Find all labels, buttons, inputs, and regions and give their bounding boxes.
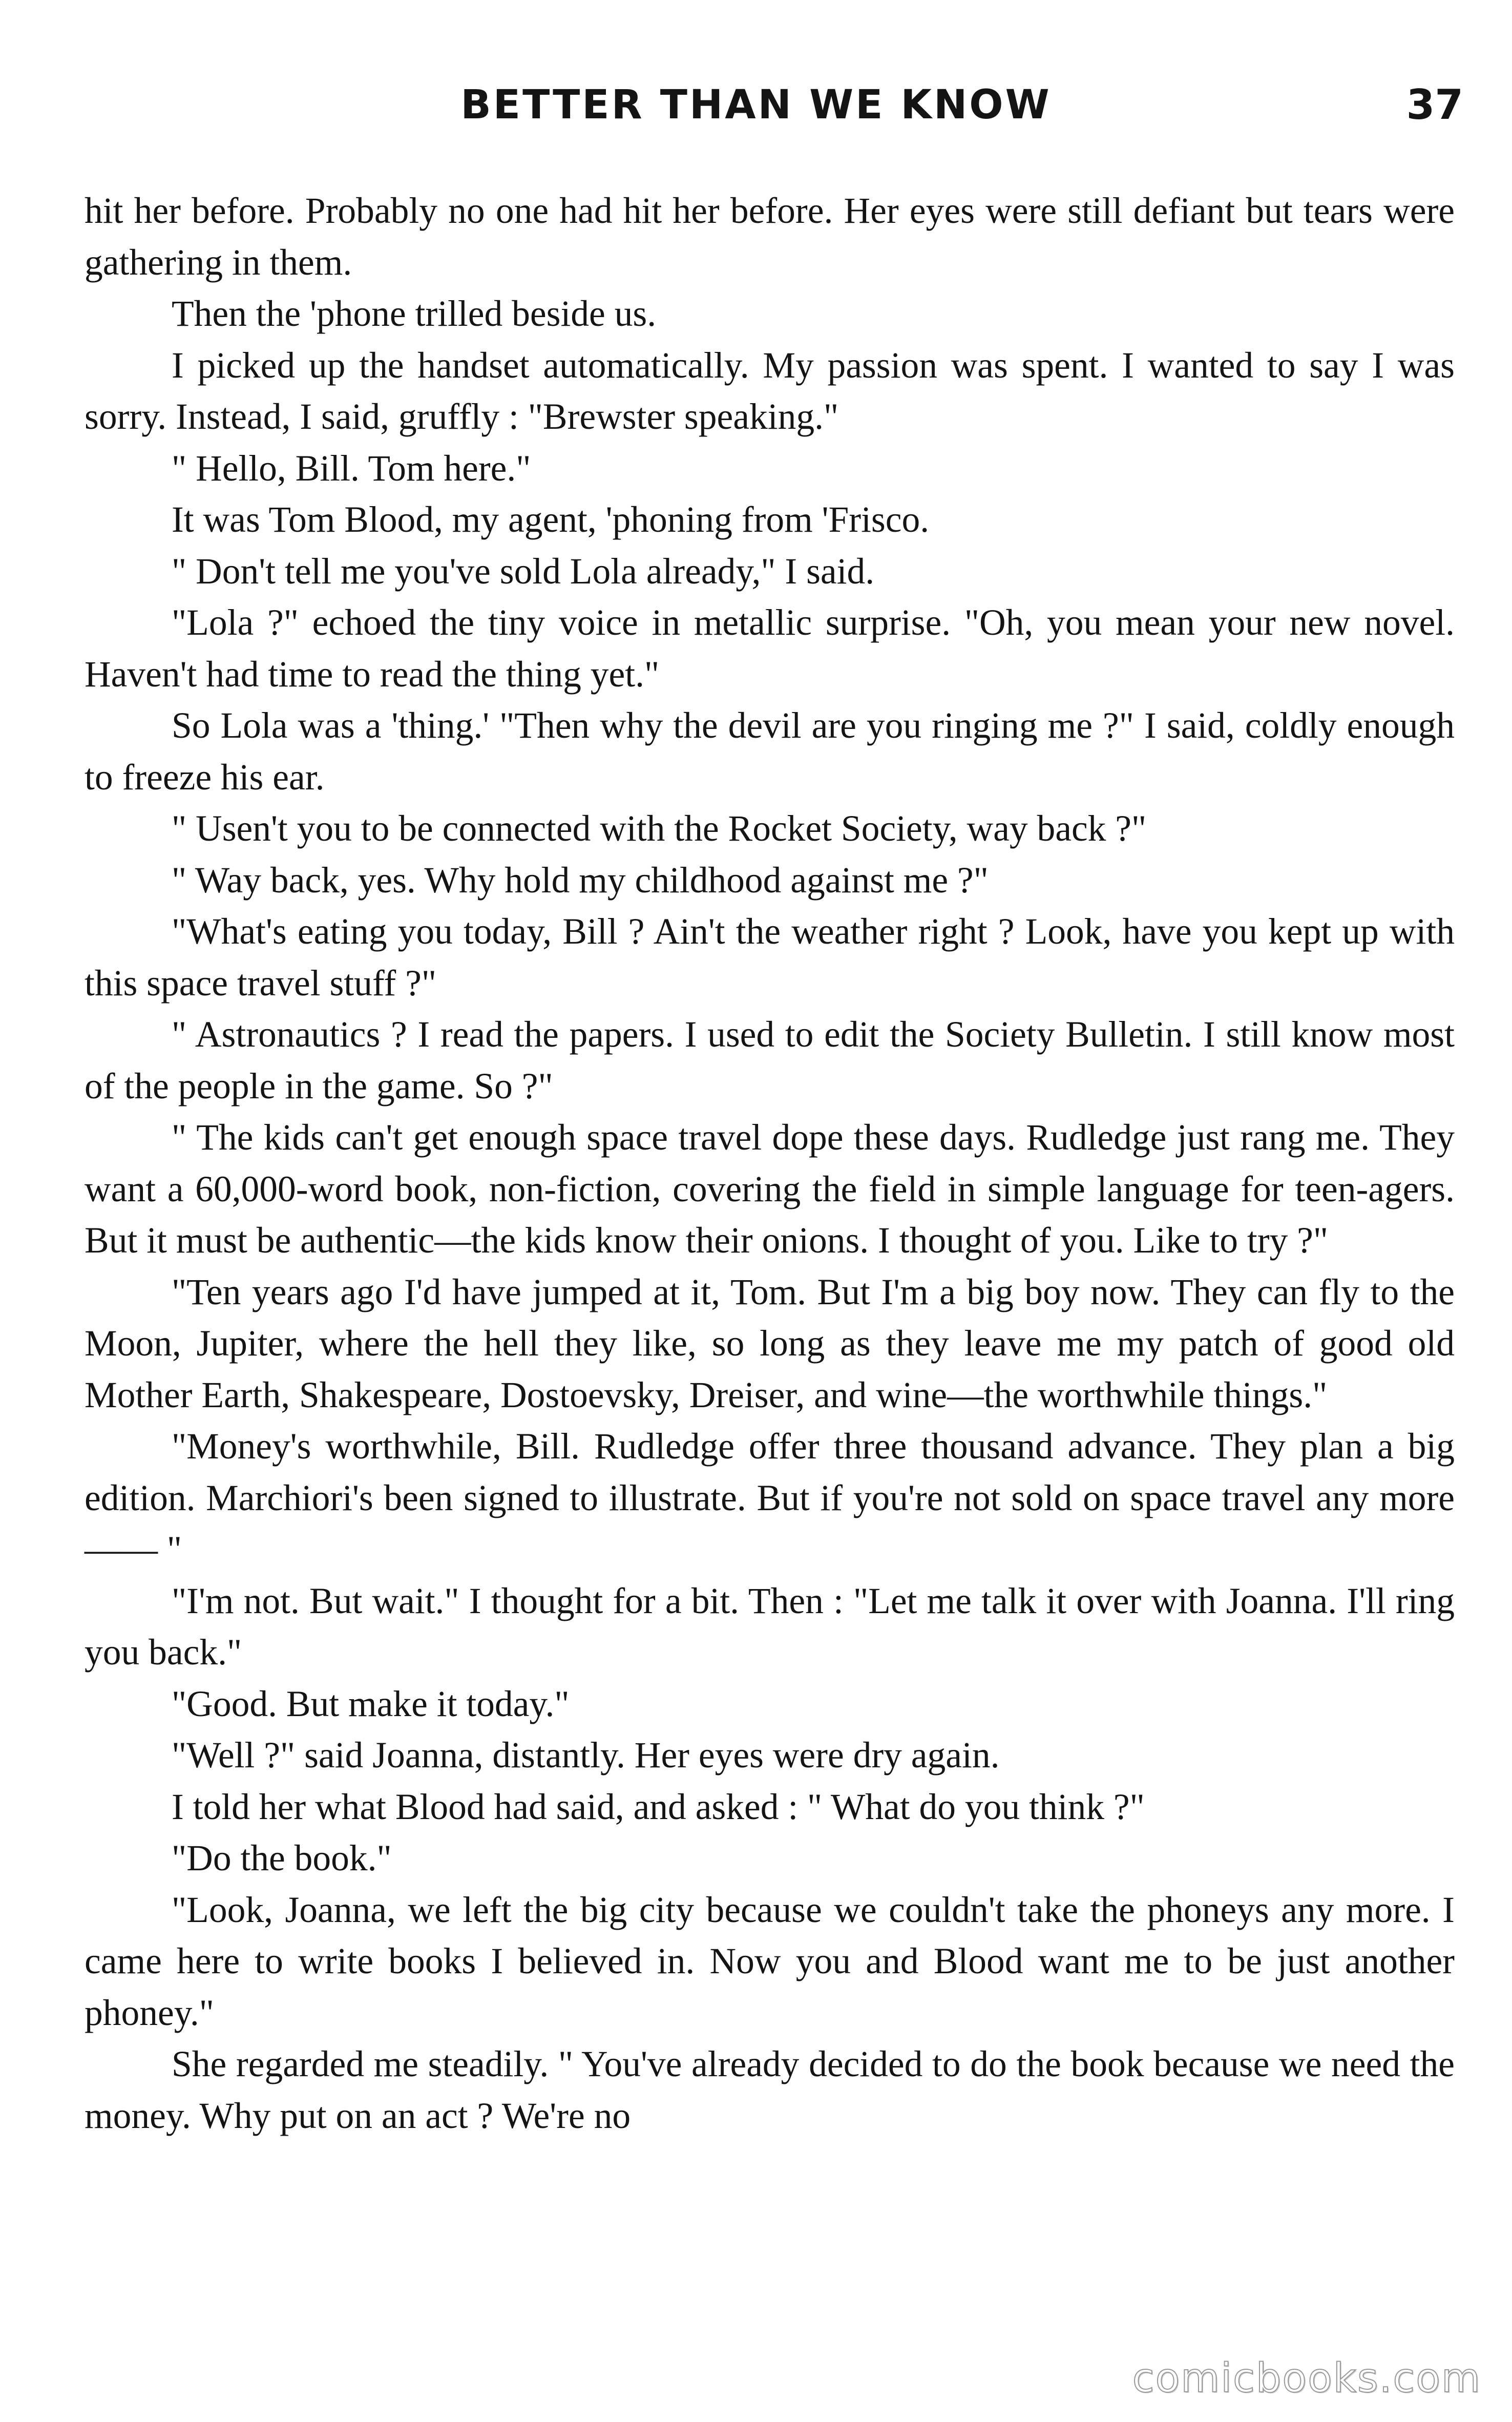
paragraph: " Way back, yes. Why hold my childhood against me ?" [172,860,989,901]
paragraph: She regarded me steadily. " You've already decided to do the book because we need the money. Why put on an act ? We're no [85,2044,1455,2136]
running-title: BETTER THAN WE KNOW [460,82,1052,128]
paragraph: hit her before. Probably no one had hit her before. Her eyes were still defiant but tears were gathering in them. [85,191,1455,283]
paragraph: Then the 'phone trilled beside us. [172,294,657,334]
page-number: 37 [1406,81,1463,129]
paragraph: "Money's worthwhile, Bill. Rudledge offer three thousand advance. They plan a big edition. Marchiori's been signed to illustrate. But if you're not sold on space travel any more—— " [85,1426,1455,1570]
paragraph: "Ten years ago I'd have jumped at it, Tom. But I'm a big boy now. They can fly to the Moon, Jupiter, where the hell they like, so long as they leave me my patch of good old Mother Earth, Shakespeare, Dostoevsky, Dreiser, and wine—the worthwhile things." [85,1271,1455,1415]
paragraph: "Lola ?" echoed the tiny voice in metallic surprise. "Oh, you mean your new novel. Haven't had time to read the thing yet." [85,602,1455,695]
watermark: comicbooks.com [1132,2355,1481,2402]
paragraph: "I'm not. But wait." I thought for a bit. Then : "Let me talk it over with Joanna. I'll ring you back." [85,1580,1455,1673]
body-text [85,185,1455,2142]
paragraph: "Look, Joanna, we left the big city because we couldn't take the phoneys any more. I came here to write books I believed in. Now you and Blood want me to be just another phoney." [85,1889,1455,2033]
paragraph: " Hello, Bill. Tom here." [172,448,531,489]
paragraph: " Usen't you to be connected with the Rocket Society, way back ?" [172,808,1147,849]
paragraph: " Astronautics ? I read the papers. I used to edit the Society Bulletin. I still know most of the people in the game. So ?" [85,1014,1455,1106]
running-head [0,77,1512,133]
paragraph: "Good. But make it today." [172,1683,570,1724]
paragraph: I picked up the handset automatically. My passion was spent. I wanted to say I was sorry. Instead, I said, gruffly : "Brewster speaking." [85,345,1455,437]
paragraph: " The kids can't get enough space travel dope these days. Rudledge just rang me. They want a 60,000-word book, non-fiction, covering the field in simple language for teen-agers. But it must be authentic—the kids know their onions. I thought of you. Like to try ?" [85,1117,1455,1261]
paragraph: It was Tom Blood, my agent, 'phoning from 'Frisco. [172,499,930,540]
paragraph: "Well ?" said Joanna, distantly. Her eyes were dry again. [172,1735,1000,1776]
paragraph: "Do the book." [172,1838,392,1878]
paragraph: " Don't tell me you've sold Lola already," I said. [172,551,875,592]
paragraph: "What's eating you today, Bill ? Ain't the weather right ? Look, have you kept up with this space travel stuff ?" [85,911,1455,1004]
paragraph: So Lola was a 'thing.' "Then why the devil are you ringing me ?" I said, coldly enough to freeze his ear. [85,705,1455,798]
paragraph: I told her what Blood had said, and asked : " What do you think ?" [172,1786,1145,1827]
